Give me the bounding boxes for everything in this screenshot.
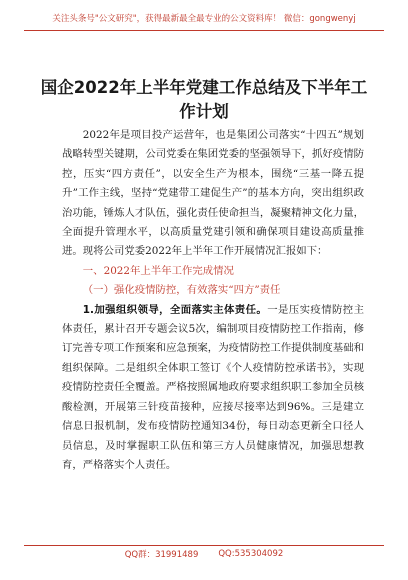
- header-banner-text: 关注头条号"公文研究"，获得最新最全最专业的公文资料库！ 微信：gongwenyj: [52, 14, 356, 24]
- point-1-body: 一是压实疫情防控主体责任，累计召开专题会议5次，编制项目疫情防控工作指南，修订完善专项工作预案和应急预案，为疫情防控工作提供制度基础和组织保障。二是组织全体职工签订《个人疫情防控承诺书》，实现疫情防控责任全覆盖。严格按照属地政府要求组织职工参加全员核酸检测，开展第三针疫苗接种，应接尽接率达到96%。三是建立信息日报机制，发布疫情防控通知34份，每日动态更新全口径人员信息，及时掌握职工队伍和第三方人员健康情况，加强思想教育，严格落实个人责任。: [62, 303, 364, 471]
- subsection-heading-1: （一）强化疫情防控，有效落实“四方”责任: [82, 284, 281, 297]
- footer-contact: [24, 545, 384, 562]
- intro-paragraph: 2022年是项目投产运营年，也是集团公司落实“十四五”规划战略转型关键期，公司党委在集团党委的坚强领导下，抓好疫情防控，压实“四方责任”，以安全生产为根本，围绕“三基一降五提升”工作主线，坚持“党建带工建促生产”的基本方向，突出组织政治功能，锤炼人才队伍，强化责任使命担当，凝聚精神文化力量，全面提升管理水平，以高质量党建引领和确保项目建设高质量推进。现将公司党委2022年上半年工作开展情况汇报如下：: [62, 129, 364, 258]
- document-title: 国企2022年上半年党建工作总结及下半年工作计划: [40, 78, 368, 121]
- point-1-paragraph: [62, 301, 364, 476]
- footer-qq-group: QQ群：31991489: [124, 550, 199, 560]
- point-1-title: 1.加强组织领导，全面落实主体责任。: [82, 303, 268, 316]
- section-heading-1: 一、2022年上半年工作完成情况: [82, 264, 234, 277]
- footer-qq: QQ:535304092: [218, 549, 284, 559]
- header-banner: [24, 6, 384, 31]
- document-body: [62, 126, 364, 475]
